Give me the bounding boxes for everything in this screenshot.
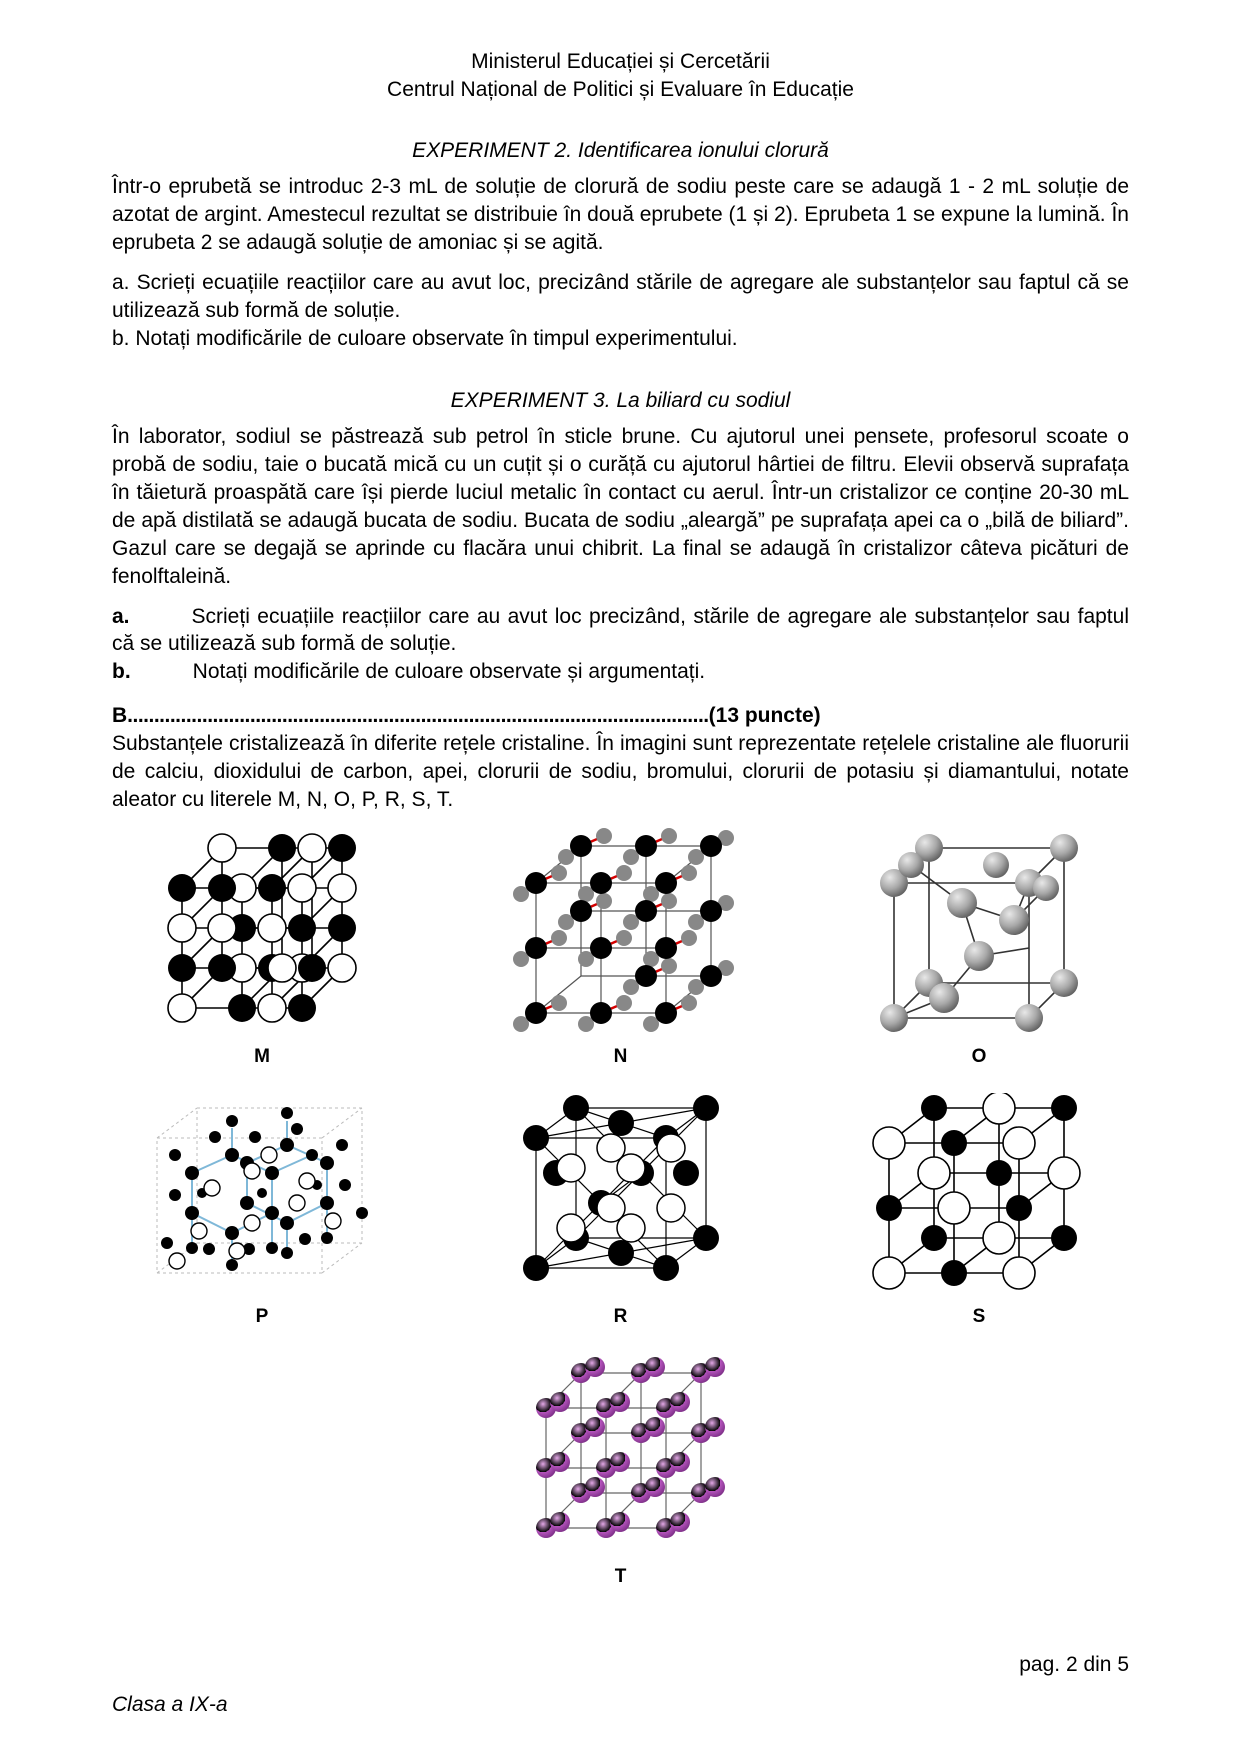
crystal-lattice-p-image bbox=[137, 1088, 387, 1298]
header-ministry: Ministerul Educației și Cercetării bbox=[471, 50, 770, 73]
experiment-3-item-a-text: Scrieți ecuațiile reacțiilor care au avut loc precizând, stările de agregare ale substanțelor sau faptul că se utilizează sub formă de soluție. bbox=[112, 604, 1129, 656]
figure-s-label: S bbox=[972, 1305, 986, 1327]
page-number: pag. 2 din 5 bbox=[1019, 1653, 1129, 1676]
figure-o-label: O bbox=[971, 1045, 987, 1067]
fluorite-lattice-svg bbox=[501, 1093, 741, 1293]
crystal-lattice-t-image bbox=[506, 1348, 736, 1558]
ice-lattice-svg bbox=[137, 1093, 387, 1293]
experiment-3-item-b-marker: b. bbox=[112, 660, 131, 684]
experiment-2-intro: Într-o eprubetă se introduc 2-3 mL de soluție de clorură de sodiu peste care se adaugă 1 - 2 mL soluție de azotat de argint. Amestecul rezultat se distribuie în două eprubete (1 și 2). Eprubeta 1 se expune la lumină. În eprubeta 2 se adaugă soluție de amoniac și se agită. bbox=[112, 175, 1129, 255]
section-b-dots: ............................................................................................................. bbox=[127, 704, 709, 728]
experiment-3-item-b-text: Notați modificările de culoare observate și argumentați. bbox=[192, 660, 706, 684]
experiment-3-title: EXPERIMENT 3. La biliard cu sodiul bbox=[450, 388, 791, 412]
kcl-lattice-svg bbox=[859, 1093, 1099, 1293]
section-b-heading bbox=[112, 702, 1129, 730]
experiment-3-item-a bbox=[112, 603, 1129, 659]
bromine-lattice-svg bbox=[506, 1353, 736, 1553]
nacl-lattice-svg bbox=[142, 828, 382, 1038]
class-label: Clasa a IX-a bbox=[112, 1693, 228, 1716]
figure-r-label: R bbox=[613, 1305, 628, 1327]
crystal-lattice-n-image bbox=[501, 828, 741, 1038]
header-center: Centrul Național de Politici și Evaluare în Educație bbox=[387, 77, 854, 101]
figure-t-label: T bbox=[614, 1565, 627, 1587]
crystal-lattice-o-image bbox=[859, 828, 1099, 1038]
lattice-row-2 bbox=[112, 1088, 1129, 1342]
lattice-row-1 bbox=[112, 828, 1129, 1082]
figure-m bbox=[112, 828, 412, 1082]
figure-t bbox=[471, 1348, 771, 1602]
section-b-paragraph: Substanțele cristalizează în diferite rețele cristaline. În imagini sunt reprezentate rețelele cristaline ale fluorurii de calciu, dioxidului de carbon, apei, clorurii de sodiu, bromului, clorurii de potasiu și diamantului, notate aleator cu literele M, N, O, P, R, S, T. bbox=[112, 732, 1129, 812]
crystal-lattice-s-image bbox=[859, 1088, 1099, 1298]
lattice-figure-grid bbox=[112, 828, 1129, 1602]
figure-s bbox=[829, 1088, 1129, 1342]
crystal-lattice-m-image bbox=[142, 828, 382, 1038]
figure-p-label: P bbox=[255, 1305, 269, 1327]
crystal-lattice-r-image bbox=[501, 1088, 741, 1298]
experiment-2-title: EXPERIMENT 2. Identificarea ionului clorură bbox=[412, 139, 829, 163]
experiment-3-item-a-marker: a. bbox=[112, 604, 130, 628]
section-b-points: (13 puncte) bbox=[708, 704, 821, 728]
section-b-marker: B bbox=[112, 704, 128, 728]
experiment-3-item-b bbox=[112, 658, 1129, 686]
figure-o bbox=[829, 828, 1129, 1082]
document-header bbox=[112, 48, 1129, 103]
co2-lattice-svg bbox=[501, 828, 741, 1038]
figure-r bbox=[471, 1088, 771, 1342]
experiment-3-intro: În laborator, sodiul se păstrează sub petrol în sticle brune. Cu ajutorul unei pensete, profesorul scoate o probă de sodiu, taie o bucată mică cu un cuțit și o curăță cu ajutorul hârtiei de filtru. Elevii observă suprafața în tăietură proaspătă care își pierde luciul metalic în contact cu aerul. Într-un cristalizor ce conține 20-30 mL de apă distilată se adaugă bucata de sodiu. Bucata de sodiu „aleargă” pe suprafața apei ca o „bilă de biliard”. Gazul care se degajă se aprinde cu flacăra unui chibrit. La final se adaugă în cristalizor câteva picături de fenolftaleină. bbox=[112, 424, 1129, 588]
figure-n bbox=[471, 828, 771, 1082]
figure-n-label: N bbox=[613, 1045, 628, 1067]
experiment-2-item-b: b. Notați modificările de culoare observate în timpul experimentului. bbox=[112, 327, 738, 351]
document-footer bbox=[112, 1653, 1129, 1717]
figure-p bbox=[112, 1088, 412, 1342]
figure-m-label: M bbox=[254, 1045, 270, 1067]
experiment-2-item-a: a. Scrieți ecuațiile reacțiilor care au avut loc, precizând stările de agregare ale substanțelor sau faptul că se utilizează sub formă de soluție. bbox=[112, 271, 1129, 323]
lattice-row-3 bbox=[112, 1348, 1129, 1602]
diamond-lattice-svg bbox=[859, 828, 1099, 1038]
